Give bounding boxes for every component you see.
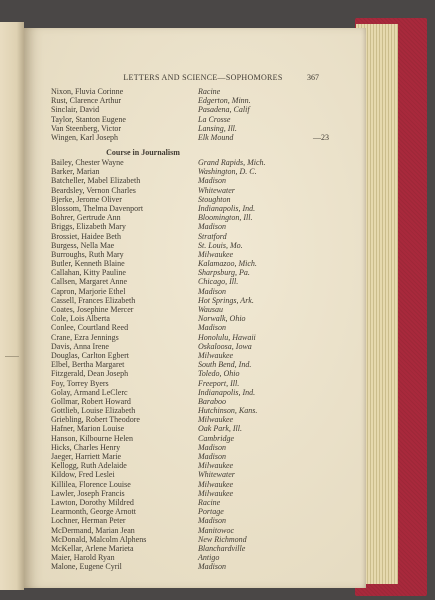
- student-hometown: Washington, D. C.: [198, 167, 257, 177]
- student-hometown: Pasadena, Calif: [198, 105, 250, 115]
- student-hometown: Milwaukee: [198, 249, 234, 259]
- student-name: Learmonth, George Arnott: [51, 507, 136, 517]
- student-hometown: Baraboo: [198, 396, 226, 406]
- student-name: Lawler, Joseph Francis: [51, 488, 125, 498]
- student-hometown: Sharpsburg, Pa.: [198, 268, 250, 278]
- student-hometown: Kalamazoo, Mich.: [198, 259, 257, 269]
- student-name: Douglas, Carlton Egbert: [51, 350, 129, 360]
- section-heading: Course in Journalism: [106, 148, 180, 157]
- student-hometown: Manitowoc: [198, 525, 234, 535]
- student-name: Capron, Marjorie Ethel: [51, 286, 126, 296]
- student-name: Callsen, Margaret Anne: [51, 277, 128, 287]
- student-name: Barker, Marian: [51, 167, 100, 177]
- student-hometown: Chicago, Ill.: [198, 277, 239, 287]
- student-name: Foy, Torrey Byers: [51, 378, 109, 388]
- left-page-edge: [0, 22, 24, 590]
- student-name: Lochner, Herman Peter: [51, 516, 126, 526]
- student-name: Kellogg, Ruth Adelaide: [51, 461, 127, 471]
- student-hometown: Whitewater: [198, 470, 235, 480]
- student-hometown: Milwaukee: [198, 488, 234, 498]
- student-name: Griebling, Robert Theodore: [51, 415, 140, 425]
- student-name: Malone, Eugene Cyril: [51, 562, 122, 572]
- student-name: Davis, Anna Irene: [51, 341, 109, 351]
- student-hometown: Hot Springs, Ark.: [198, 295, 254, 305]
- student-hometown: Racine: [198, 497, 221, 507]
- student-hometown: Milwaukee: [198, 350, 234, 360]
- page-header: LETTERS AND SCIENCE—SOPHOMORES: [123, 73, 283, 82]
- student-name: Nixon, Fluvia Corinne: [51, 87, 124, 96]
- student-hometown: Oskaloosa, Iowa: [198, 341, 252, 351]
- student-hometown: Freeport, Ill.: [198, 378, 240, 388]
- student-hometown: Portage: [198, 507, 224, 517]
- student-name: Burroughs, Ruth Mary: [51, 249, 124, 259]
- student-name: Jaeger, Harriett Marie: [51, 452, 122, 461]
- student-name: Elbel, Bertha Margaret: [51, 360, 125, 370]
- student-name: Callahan, Kitty Pauline: [51, 268, 126, 278]
- student-name: Butler, Kenneth Blaine: [51, 259, 125, 269]
- student-name: Cole, Lois Alberta: [51, 314, 110, 324]
- student-hometown: Milwaukee: [198, 415, 234, 425]
- student-hometown: Stratford: [198, 231, 227, 241]
- student-name: Brossiet, Haidee Beth: [51, 231, 121, 241]
- student-hometown: Antigo: [198, 553, 220, 563]
- student-hometown: Madison: [198, 176, 226, 186]
- student-hometown: South Bend, Ind.: [198, 360, 252, 370]
- student-hometown: Elk Mound: [198, 132, 234, 142]
- student-hometown: Bloomington, Ill.: [198, 213, 253, 223]
- student-hometown: Madison: [198, 286, 226, 296]
- student-name: Gollmar, Robert Howard: [51, 396, 131, 406]
- student-name: Wingen, Karl Joseph: [51, 132, 118, 142]
- student-hometown: Oak Park, Ill.: [198, 424, 242, 434]
- student-hometown: Madison: [198, 516, 226, 526]
- student-name: Cassell, Frances Elizabeth: [51, 295, 136, 305]
- student-hometown: Madison: [198, 442, 226, 452]
- student-hometown: Edgerton, Minn.: [198, 96, 251, 106]
- student-name: Batcheller, Mabel Elizabeth: [51, 176, 141, 186]
- student-hometown: Indianapolis, Ind.: [198, 203, 256, 213]
- student-hometown: La Crosse: [198, 114, 231, 124]
- student-name: Lawton, Dorothy Mildred: [51, 497, 134, 507]
- student-name: Bailey, Chester Wayne: [51, 158, 124, 167]
- student-hometown: St. Louis, Mo.: [198, 240, 243, 250]
- student-name: Hanson, Kilbourne Helen: [51, 433, 133, 443]
- student-name: Hicks, Charles Henry: [51, 442, 121, 452]
- student-hometown: Milwaukee: [198, 461, 234, 471]
- student-name: McDonald, Malcolm Alphens: [51, 534, 147, 544]
- student-hometown: Madison: [198, 452, 226, 461]
- student-name: Gottlieb, Louise Elizabeth: [51, 406, 136, 416]
- student-hometown: Hutchinson, Kans.: [198, 406, 258, 416]
- student-name: Van Steenberg, Victor: [51, 123, 122, 133]
- student-hometown: Lansing, Ill.: [198, 123, 237, 133]
- page-number: 367: [307, 73, 319, 82]
- student-hometown: Indianapolis, Ind.: [198, 387, 256, 397]
- student-name: Beardsley, Vernon Charles: [51, 185, 136, 195]
- student-name: Conlee, Courtland Reed: [51, 323, 129, 333]
- left-page-mark: [5, 356, 19, 357]
- student-hometown: Blanchardville: [198, 543, 246, 553]
- student-hometown: Racine: [198, 87, 221, 96]
- student-name: Hafner, Marion Louise: [51, 424, 125, 434]
- student-hometown: Honolulu, Hawaii: [198, 332, 256, 342]
- student-name: Golay, Armand LeClerc: [51, 387, 128, 397]
- student-name: Briggs, Elizabeth Mary: [51, 222, 126, 232]
- student-hometown: Cambridge: [198, 433, 234, 443]
- student-name: Coates, Josephine Mercer: [51, 305, 134, 314]
- student-name: Bohrer, Gertrude Ann: [51, 213, 121, 223]
- student-hometown: Madison: [198, 562, 226, 572]
- student-name: Crane, Ezra Jennings: [51, 332, 119, 342]
- student-hometown: Grand Rapids, Mich.: [198, 158, 266, 167]
- student-name: McKellar, Arlene Marieta: [51, 543, 134, 553]
- student-name: Maier, Harold Ryan: [51, 553, 115, 563]
- student-hometown: Whitewater: [198, 185, 235, 195]
- margin-note: —23: [313, 132, 329, 142]
- student-hometown: Norwalk, Ohio: [198, 314, 246, 324]
- student-name: Killilea, Florence Louise: [51, 479, 131, 489]
- student-hometown: Toledo, Ohio: [198, 369, 240, 379]
- student-name: Bjerke, Jerome Oliver: [51, 194, 122, 204]
- student-hometown: Madison: [198, 323, 226, 333]
- student-name: Kildow, Fred Leslei: [51, 470, 115, 480]
- student-name: Taylor, Stanton Eugene: [51, 114, 126, 124]
- student-name: Fitzgerald, Dean Joseph: [51, 369, 129, 379]
- student-hometown: Madison: [198, 222, 226, 232]
- student-name: Blossom, Thelma Davenport: [51, 203, 144, 213]
- student-hometown: New Richmond: [198, 534, 247, 544]
- student-name: Burgess, Nella Mae: [51, 240, 115, 250]
- student-hometown: Milwaukee: [198, 479, 234, 489]
- student-name: McDermand, Marian Jean: [51, 525, 135, 535]
- student-name: Sinclair, David: [51, 105, 100, 115]
- student-name: Rust, Clarence Arthur: [51, 96, 121, 106]
- student-hometown: Wausau: [198, 305, 224, 314]
- student-hometown: Stoughton: [198, 194, 231, 204]
